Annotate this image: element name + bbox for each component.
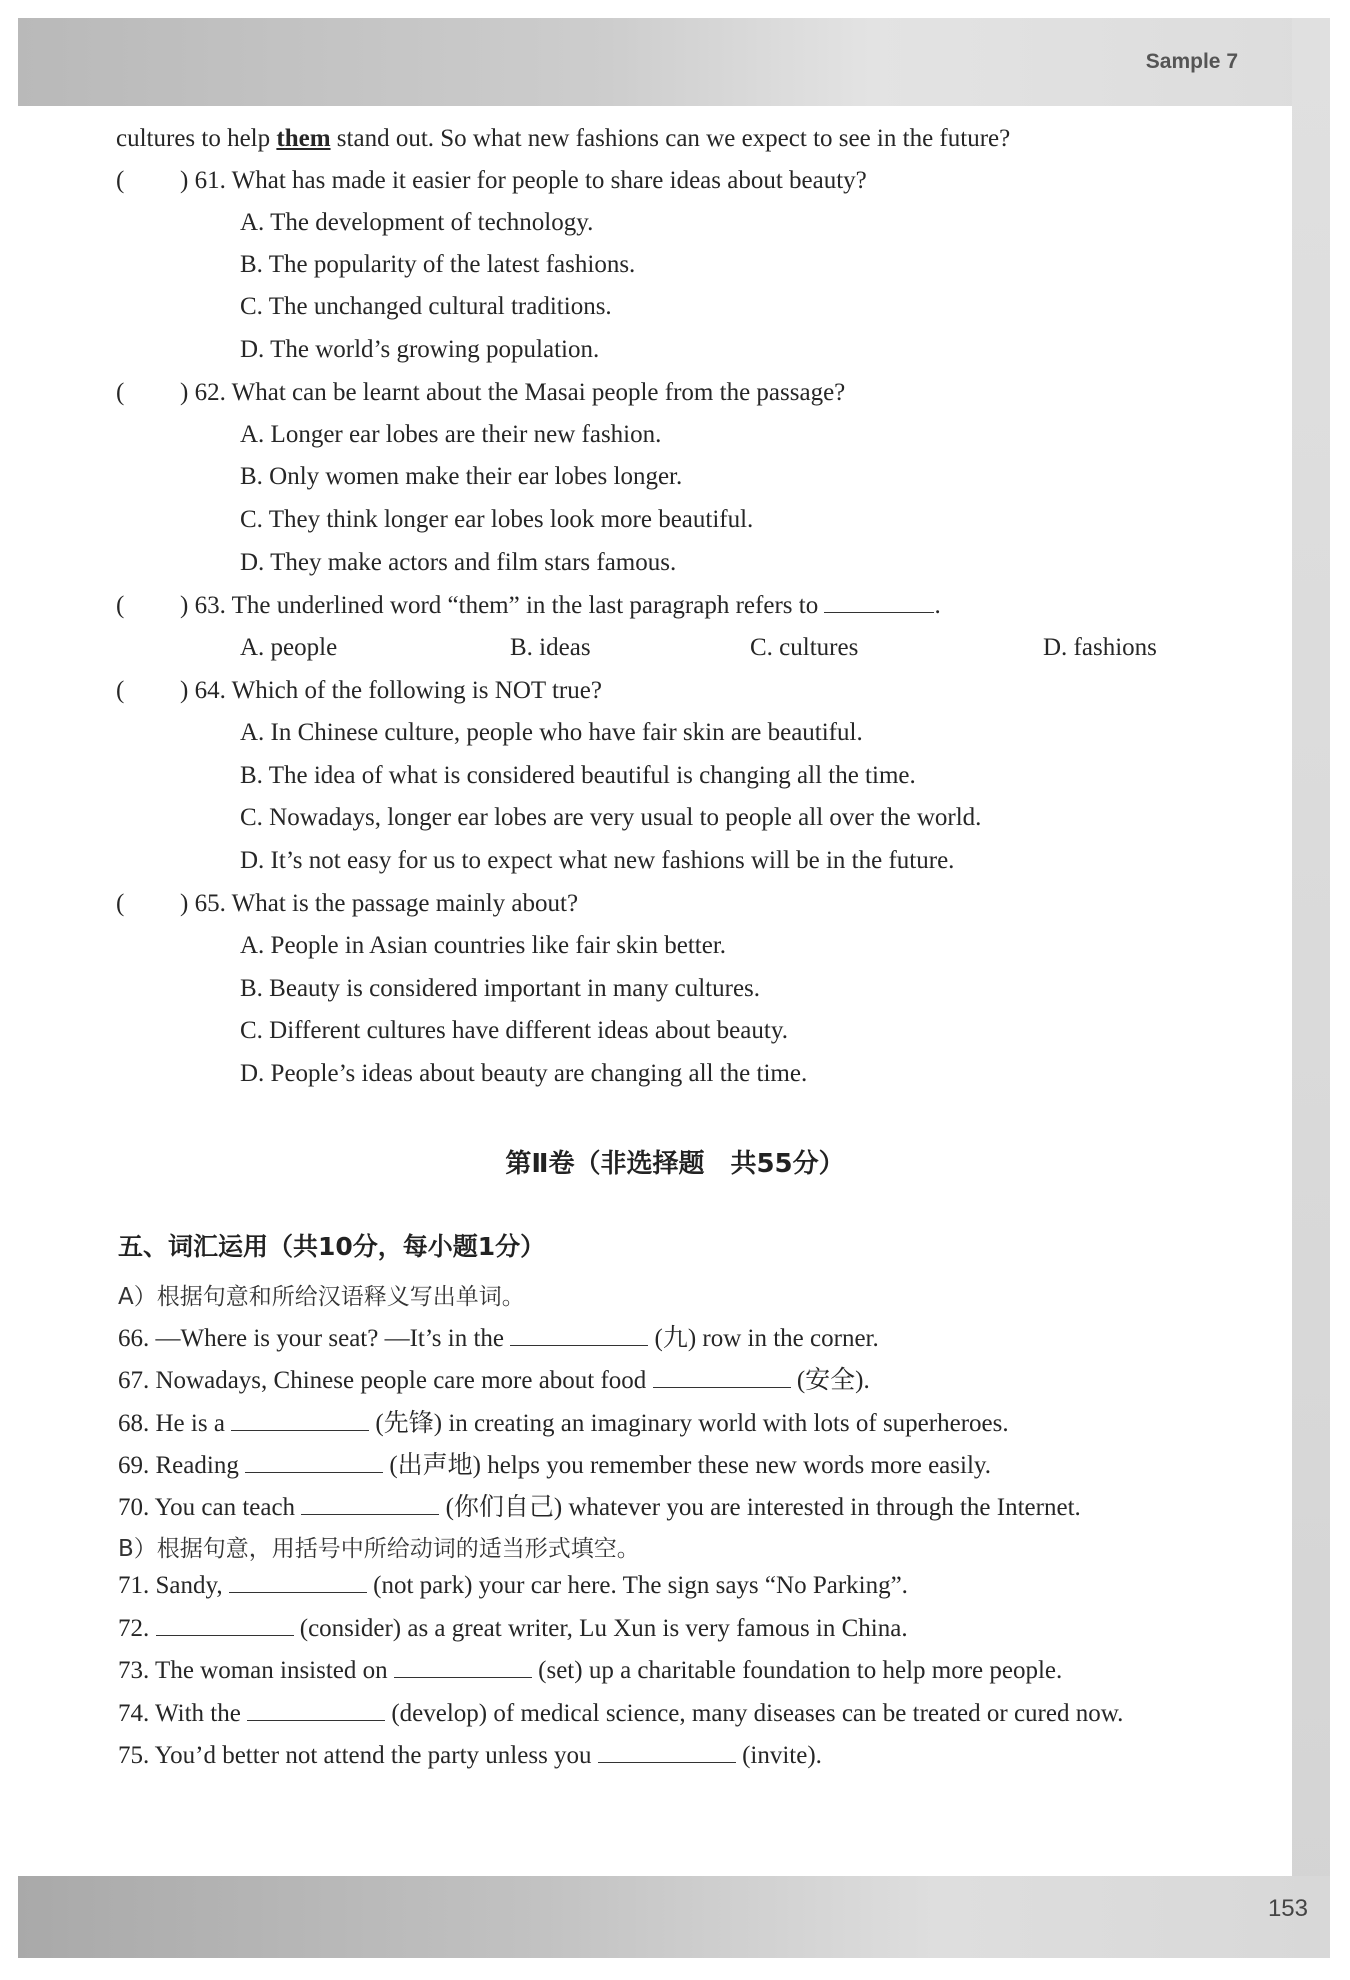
option-62b: B. Only women make their ear lobes longer. (240, 463, 683, 490)
item-text: (develop) of medical science, many diseases can be treated or cured now. (385, 1700, 1124, 1727)
answer-blank[interactable] (824, 592, 934, 613)
question-text: ) 63. The underlined word “them” in the last paragraph refers to (180, 592, 825, 619)
item-text: (先锋) in creating an imaginary world with lots of superheroes. (369, 1410, 1009, 1437)
item-text: 68. He is a (118, 1410, 232, 1437)
sample-label: Sample 7 (1145, 50, 1238, 73)
item-text: (set) up a charitable foundation to help more people. (531, 1657, 1063, 1684)
item-text: 75. You’d better not attend the party unless you (118, 1742, 598, 1769)
item-text: (安全). (790, 1367, 870, 1394)
item-text: 74. With the (118, 1700, 248, 1727)
option-61b: B. The popularity of the latest fashions. (240, 251, 636, 278)
page-header-band (18, 18, 1330, 106)
item-text: 67. Nowadays, Chinese people care more about food (118, 1367, 653, 1394)
option-64d: D. It’s not easy for us to expect what new fashions will be in the future. (240, 847, 955, 874)
fill-item-71 (118, 1572, 908, 1600)
item-text: 66. —Where is your seat? —It’s in the (118, 1325, 511, 1352)
fill-item-67 (118, 1360, 870, 1396)
answer-blank[interactable] (247, 1700, 385, 1721)
option-62a: A. Longer ear lobes are their new fashion. (240, 421, 662, 448)
option-65d: D. People’s ideas about beauty are changing all the time. (240, 1060, 808, 1087)
option-65a: A. People in Asian countries like fair skin better. (240, 932, 727, 959)
option-61a: A. The development of technology. (240, 209, 594, 236)
sub-section-a-title: A）根据句意和所给汉语释义写出单词。 (118, 1284, 525, 1310)
passage-text: stand out. So what new fashions can we expect to see in the future? (330, 125, 1011, 152)
answer-blank[interactable] (301, 1494, 439, 1515)
option-61d: D. The world’s growing population. (240, 336, 600, 363)
option-64a: A. In Chinese culture, people who have fair skin are beautiful. (240, 719, 863, 746)
fill-item-68 (118, 1403, 1009, 1439)
fill-item-73 (118, 1657, 1062, 1685)
section-5-title: 五、词汇运用（共10分，每小题1分） (118, 1232, 546, 1261)
question-63 (180, 591, 941, 621)
part-2-title: 第Ⅱ卷（非选择题 共55分） (505, 1149, 845, 1179)
question-65: ) 65. What is the passage mainly about? (180, 890, 579, 917)
item-text: (invite). (735, 1742, 822, 1769)
option-63c: C. cultures (750, 634, 859, 661)
question-64: ) 64. Which of the following is NOT true? (180, 677, 602, 704)
answer-paren[interactable]: ( (116, 379, 125, 406)
fill-item-69 (118, 1445, 991, 1481)
item-text: 72. (118, 1615, 156, 1642)
item-text: 73. The woman insisted on (118, 1657, 394, 1684)
answer-paren[interactable]: ( (116, 677, 125, 704)
question-text: . (934, 592, 941, 619)
item-text: (出声地) helps you remember these new words more easily. (383, 1452, 992, 1479)
page-number: 153 (1267, 1895, 1308, 1922)
fill-item-75 (118, 1742, 822, 1770)
item-text: 70. You can teach (118, 1494, 302, 1521)
passage-text: cultures to help (116, 125, 277, 152)
item-text: (九) row in the corner. (648, 1325, 879, 1352)
option-63b: B. ideas (510, 634, 591, 661)
answer-paren[interactable]: ( (116, 167, 125, 194)
option-64c: C. Nowadays, longer ear lobes are very usual to people all over the world. (240, 804, 982, 831)
answer-blank[interactable] (394, 1657, 532, 1678)
answer-blank[interactable] (598, 1742, 736, 1763)
option-62c: C. They think longer ear lobes look more beautiful. (240, 506, 754, 533)
fill-item-74 (118, 1700, 1123, 1728)
answer-blank[interactable] (156, 1615, 294, 1636)
option-62d: D. They make actors and film stars famous. (240, 549, 677, 576)
item-text: (consider) as a great writer, Lu Xun is very famous in China. (293, 1615, 908, 1642)
underlined-word: them (276, 125, 331, 152)
item-text: 69. Reading (118, 1452, 246, 1479)
answer-blank[interactable] (245, 1452, 383, 1473)
answer-blank[interactable] (653, 1367, 791, 1388)
item-text: 71. Sandy, (118, 1572, 229, 1599)
option-65b: B. Beauty is considered important in many cultures. (240, 975, 761, 1002)
item-text: (not park) your car here. The sign says “No Parking”. (366, 1572, 908, 1599)
page-right-band (1292, 18, 1330, 1958)
answer-paren[interactable]: ( (116, 592, 125, 619)
option-61c: C. The unchanged cultural traditions. (240, 293, 612, 320)
question-61: ) 61. What has made it easier for people to share ideas about beauty? (180, 167, 867, 194)
sub-section-b-title: B）根据句意，用括号中所给动词的适当形式填空。 (118, 1536, 640, 1562)
question-62: ) 62. What can be learnt about the Masai people from the passage? (180, 379, 846, 406)
page-footer-band (18, 1876, 1330, 1958)
option-63d: D. fashions (1043, 634, 1157, 661)
option-65c: C. Different cultures have different ideas about beauty. (240, 1017, 788, 1044)
item-text: (你们自己) whatever you are interested in through the Internet. (439, 1494, 1081, 1521)
answer-blank[interactable] (231, 1410, 369, 1431)
option-64b: B. The idea of what is considered beautiful is changing all the time. (240, 762, 916, 789)
passage-last-line (116, 124, 1010, 154)
fill-item-72 (118, 1615, 908, 1643)
answer-blank[interactable] (229, 1572, 367, 1593)
fill-item-70 (118, 1487, 1081, 1523)
answer-blank[interactable] (510, 1325, 648, 1346)
fill-item-66 (118, 1318, 879, 1354)
option-63a: A. people (240, 634, 338, 661)
answer-paren[interactable]: ( (116, 890, 125, 917)
